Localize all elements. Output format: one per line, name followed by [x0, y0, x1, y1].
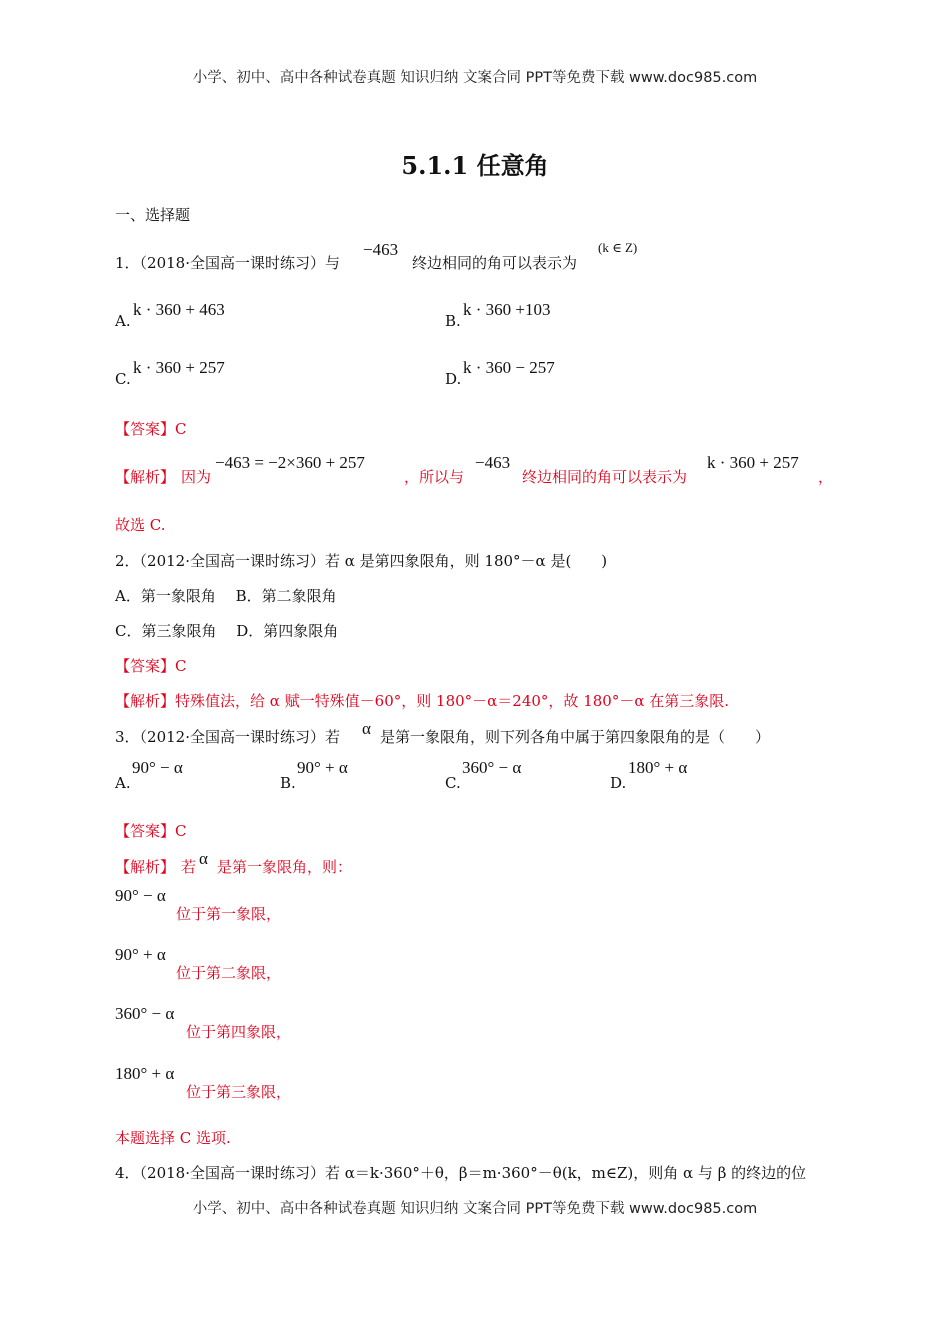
q2-answer	[115, 655, 187, 676]
q1-analysis-text-4: ，	[818, 468, 834, 486]
q2-answer-value: C	[175, 657, 187, 675]
q1-analysis-conclusion: 故选 C.	[115, 516, 166, 534]
q1-answer-tag: 【答案】	[115, 420, 176, 438]
q2-analysis-text: 特殊值法，给 α 赋一特殊值－60°，则 180°－α＝240°，故 180°－α 在第三象限.	[175, 692, 729, 710]
q1-answer-value: C	[175, 420, 187, 438]
q3-stem-prefix: 3．（2012·全国高一课时练习）若	[115, 728, 340, 746]
q3-analysis-prefix: 若	[181, 858, 197, 876]
q1-option-c-label: C.	[115, 370, 131, 388]
q3-option-d-expr: 180° + α	[628, 758, 688, 777]
q1-option-b-expr: k · 360 +103	[463, 300, 551, 319]
q3-analysis-suffix: 是第一象限角，则：	[217, 858, 353, 876]
q3-option-c-label: C.	[445, 774, 461, 792]
q3-stem-suffix: 是第一象限角，则下列各角中属于第四象限角的是（ ）	[380, 728, 771, 746]
q2-stem: 2．（2012·全国高一课时练习）若 α 是第四象限角，则 180°－α 是( )	[115, 552, 608, 570]
q3-case-2-expr: 90° + α	[115, 945, 166, 964]
q2-options-row-2: C．第三象限角 D．第四象限角	[115, 622, 339, 640]
q3-option-a-label: A.	[115, 774, 131, 792]
q3-analysis-alpha: α	[199, 849, 208, 868]
q1-option-b-label: B.	[445, 312, 461, 330]
q3-answer	[115, 820, 187, 841]
q3-case-1-text: 位于第一象限，	[176, 905, 282, 923]
q1-option-d-label: D.	[445, 370, 462, 388]
q1-answer	[115, 418, 187, 439]
q1-analysis-expr-3: k · 360 + 257	[707, 453, 799, 472]
q1-option-a-expr: k · 360 + 463	[133, 300, 225, 319]
q1-option-a-label: A.	[115, 312, 131, 330]
q3-conclusion: 本题选择 C 选项.	[115, 1129, 231, 1147]
q2-answer-tag: 【答案】	[115, 657, 176, 675]
q1-condition: (k ∈ Z)	[598, 240, 638, 255]
q3-option-b-expr: 90° + α	[297, 758, 348, 777]
q3-option-c-expr: 360° − α	[462, 758, 522, 777]
q3-case-4-text: 位于第三象限，	[186, 1083, 292, 1101]
q1-analysis-text-1: 因为	[181, 468, 212, 486]
q3-option-a-expr: 90° − α	[132, 758, 183, 777]
q1-analysis-tag: 【解析】	[115, 468, 176, 486]
page-header: 小学、初中、高中各种试卷真题 知识归纳 文案合同 PPT等免费下载 www.doc985.com	[192, 70, 758, 86]
q3-option-d-label: D.	[610, 774, 627, 792]
q2-options-row-1: A．第一象限角 B．第二象限角	[115, 587, 337, 605]
q3-case-3-text: 位于第四象限，	[186, 1023, 292, 1041]
q1-analysis-text-2: ，所以与	[404, 468, 465, 486]
q1-analysis-text-3: 终边相同的角可以表示为	[522, 468, 688, 486]
q3-option-b-label: B.	[280, 774, 296, 792]
q1-option-c-expr: k · 360 + 257	[133, 358, 225, 377]
q2-analysis-tag: 【解析】	[115, 692, 176, 710]
q1-angle: −463	[363, 240, 399, 259]
q3-case-4-expr: 180° + α	[115, 1064, 175, 1083]
q3-analysis-tag: 【解析】	[115, 858, 176, 876]
q3-answer-tag: 【答案】	[115, 822, 176, 840]
q3-case-3-expr: 360° − α	[115, 1004, 175, 1023]
page-title: 5.1.1 任意角	[401, 151, 549, 180]
q2-analysis	[115, 690, 729, 711]
q3-case-1-expr: 90° − α	[115, 886, 166, 905]
q1-stem-suffix: 终边相同的角可以表示为	[412, 254, 578, 272]
q3-case-2-text: 位于第二象限，	[176, 964, 282, 982]
q3-answer-value: C	[175, 822, 187, 840]
q1-analysis-expr-2: −463	[475, 453, 511, 472]
q1-option-d-expr: k · 360 − 257	[463, 358, 555, 377]
q3-alpha: α	[362, 719, 371, 738]
q1-analysis-expr-1: −463 = −2×360 + 257	[215, 453, 365, 472]
q4-stem: 4．（2018·全国高一课时练习）若 α＝k·360°＋θ，β＝m·360°－θ(k，m∈Z)，则角 α 与 β 的终边的位	[115, 1164, 807, 1182]
section-heading: 一、选择题	[115, 206, 191, 224]
q1-stem-prefix: 1．（2018·全国高一课时练习）与	[115, 254, 340, 272]
page-footer: 小学、初中、高中各种试卷真题 知识归纳 文案合同 PPT等免费下载 www.doc985.com	[192, 1201, 758, 1217]
